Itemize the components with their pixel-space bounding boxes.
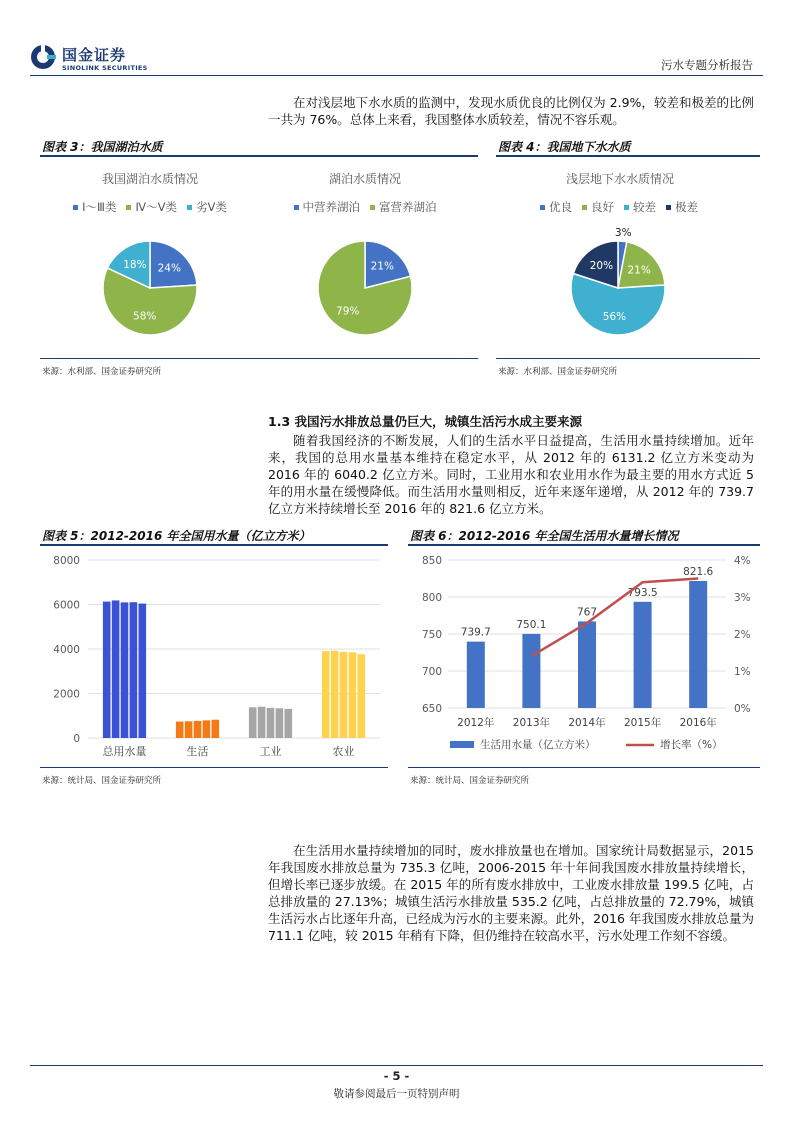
legend-item xyxy=(73,199,116,215)
bar xyxy=(139,604,147,738)
figure5-source: 来源：统计局、国金证券研究所 xyxy=(42,776,162,786)
figure5-title: 图表 5：2012-2016 年全国用水量（亿立方米） xyxy=(42,529,311,543)
pie-slice-label: 21% xyxy=(370,260,394,273)
logo-icon xyxy=(30,44,56,70)
legend-item xyxy=(126,199,176,215)
pie2-title: 湖泊水质情况 xyxy=(328,172,401,186)
y-tick-label-left: 700 xyxy=(421,666,442,678)
y-tick-label-left: 850 xyxy=(421,555,442,567)
bar-value-label: 750.1 xyxy=(516,618,547,631)
x-tick-label: 生活 xyxy=(186,745,209,758)
y-tick-label-left: 750 xyxy=(421,629,442,641)
figure5-top-rule xyxy=(40,544,388,546)
y-tick-label: 8000 xyxy=(53,555,80,567)
y-tick-label-right: 1% xyxy=(734,666,751,678)
y-tick-label-right: 2% xyxy=(734,629,751,641)
bar xyxy=(112,600,120,738)
report-title: 污水专题分析报告 xyxy=(661,58,753,72)
bar xyxy=(634,602,652,708)
pie-slice-label: 56% xyxy=(602,310,627,323)
pie3-title: 浅层地下水水质情况 xyxy=(565,172,674,186)
bar-value-label: 739.7 xyxy=(460,626,491,639)
legend-label: 劣Ⅴ类 xyxy=(195,200,227,214)
figure4-top-rule xyxy=(496,155,760,157)
legend-item xyxy=(582,199,614,215)
figure4-bottom-rule xyxy=(496,358,760,359)
closing-paragraph xyxy=(268,842,754,944)
legend-item xyxy=(187,199,227,215)
legend-label-line: 增长率（%） xyxy=(660,739,723,751)
figure5-chart xyxy=(40,548,388,764)
bar xyxy=(358,654,366,738)
footer-disclaimer: 敬请参阅最后一页特别声明 xyxy=(333,1088,460,1100)
figure4-source: 来源：水利部、国金证券研究所 xyxy=(498,367,618,377)
figure6-bottom-rule xyxy=(408,767,760,768)
bar xyxy=(203,720,211,738)
logo-subtext: SINOLINK SECURITIES xyxy=(62,64,148,72)
pie1-chart xyxy=(100,238,200,338)
intro-paragraph xyxy=(268,94,754,128)
legend-label: 优良 xyxy=(549,200,572,214)
bar xyxy=(322,651,330,738)
y-tick-label-right: 4% xyxy=(734,555,751,567)
pie1-legend xyxy=(40,199,260,215)
figure6-source: 来源：统计局、国金证券研究所 xyxy=(410,776,530,786)
legend-label: 较差 xyxy=(633,200,656,214)
page-number: - 5 - xyxy=(383,1069,410,1083)
bar xyxy=(340,652,348,738)
bar-value-label: 793.5 xyxy=(627,586,658,599)
legend-item xyxy=(370,199,437,215)
bar xyxy=(276,708,284,738)
pie3-legend xyxy=(496,199,742,215)
figure3-top-rule xyxy=(40,155,478,157)
bar xyxy=(331,651,339,738)
pie2-legend xyxy=(262,199,468,215)
section-heading: 1.3 我国污水排放总量仍巨大，城镇生活污水成主要来源 xyxy=(268,414,582,429)
closing-text: 在生活用水量持续增加的同时，废水排放量也在增加。国家统计局数据显示，2015 年我国废水排放总量为 735.3 亿吨，2006-2015 年十年间我国废水排放量持续增长，但增长率已逐步放缓。在 2015 年的所有废水排放中，工业废水排放量 199.5 亿吨，占总排放量的 27.13%；城镇生活污水排放量 535.2 亿吨，占总排放量的 72.79%，城镇生活污水占比逐年升高，已经成为污水的主要来源。此外，2016 年我国废水排放总量为 711.1 亿吨，较 2015 年稍有下降，但仍维持在较高水平，污水处理工作刻不容缓。 xyxy=(268,843,754,943)
x-tick-label: 2013年 xyxy=(512,717,551,729)
y-tick-label: 4000 xyxy=(53,644,80,656)
legend-label: 中营养湖泊 xyxy=(302,200,360,214)
bar xyxy=(103,602,111,738)
section-text: 随着我国经济的不断发展，人们的生活水平日益提高，生活用水量持续增加。近年来，我国的总用水量基本维持在稳定水平，从 2012 年的 6131.2 亿立方米变动为 2016 年的 6040.2 亿立方米。同时，工业用水和农业用水作为最主要的用水方式近 5 年的用水量在缓慢降低。而生活用水量则相反，近年来逐年递增，从 2012 年的 739.7 亿立方米持续增长至 2016 年的 821.6 亿立方米。 xyxy=(268,433,754,516)
legend-item xyxy=(624,199,656,215)
section-paragraph xyxy=(268,432,754,517)
pie3-chart xyxy=(568,222,668,338)
figure6-title: 图表 6：2012-2016 年全国生活用水量增长情况 xyxy=(410,529,679,543)
legend-label: Ⅰ～Ⅲ类 xyxy=(82,200,117,214)
pie-slice-label: 58% xyxy=(133,310,157,323)
y-tick-label-left: 800 xyxy=(421,592,442,604)
legend-label: 良好 xyxy=(591,200,614,214)
pie-slice-label: 18% xyxy=(123,259,147,272)
bar xyxy=(194,721,202,738)
bar xyxy=(467,642,485,708)
y-tick-label: 6000 xyxy=(53,599,80,612)
bar xyxy=(285,709,293,738)
bar xyxy=(578,621,596,708)
growth-rate-line xyxy=(531,579,698,657)
x-tick-label: 2014年 xyxy=(568,717,606,729)
pie-slice-label: 3% xyxy=(614,227,632,240)
legend-swatch-bars xyxy=(450,741,474,748)
pie2-chart xyxy=(315,238,415,338)
legend-label: Ⅳ～Ⅴ类 xyxy=(135,200,177,214)
figure3-source: 来源：水利部、国金证券研究所 xyxy=(42,367,162,377)
figure6-chart xyxy=(408,548,760,764)
x-tick-label: 2015年 xyxy=(623,717,662,729)
figure6-top-rule xyxy=(408,544,760,546)
bar xyxy=(258,707,266,738)
legend-item xyxy=(294,199,361,215)
bar xyxy=(121,602,129,738)
pie-slice-label: 21% xyxy=(627,264,651,277)
bar xyxy=(130,602,138,738)
footer-divider xyxy=(30,1065,763,1066)
bar xyxy=(267,708,275,738)
figure4-title: 图表 4：我国地下水水质 xyxy=(498,140,631,154)
pie-slice-label: 20% xyxy=(589,260,614,273)
x-tick-label: 2012年 xyxy=(457,717,495,729)
header-divider xyxy=(30,75,763,76)
bar xyxy=(522,634,540,708)
x-tick-label: 工业 xyxy=(259,745,282,758)
figure5-bottom-rule xyxy=(40,767,388,768)
legend-item xyxy=(666,199,698,215)
figure3-title: 图表 3：我国湖泊水质 xyxy=(42,140,163,154)
bar xyxy=(185,721,193,738)
pie-slice-label: 79% xyxy=(336,305,360,318)
intro-text: 在对浅层地下水水质的监测中，发现水质优良的比例仅为 2.9%，较差和极差的比例一共为 76%。总体上来看，我国整体水质较差，情况不容乐观。 xyxy=(268,95,754,127)
y-tick-label-left: 650 xyxy=(421,703,442,715)
y-tick-label: 2000 xyxy=(53,688,80,701)
y-tick-label-right: 3% xyxy=(734,592,751,604)
pie1-title: 我国湖泊水质情况 xyxy=(101,172,198,186)
logo-text: 国金证券 xyxy=(62,46,127,64)
bar xyxy=(349,652,357,738)
bar xyxy=(249,707,257,738)
legend-label: 富营养湖泊 xyxy=(379,200,437,214)
bar xyxy=(212,720,220,738)
y-tick-label: 0 xyxy=(73,733,80,745)
bar-value-label: 767 xyxy=(576,606,598,619)
legend-label-bars: 生活用水量（亿立方米） xyxy=(480,739,596,751)
legend-label: 极差 xyxy=(675,200,698,214)
x-tick-label: 2016年 xyxy=(679,717,717,729)
bar xyxy=(689,581,707,708)
pie-slice-label: 24% xyxy=(157,262,181,275)
x-tick-label: 农业 xyxy=(332,745,355,758)
x-tick-label: 总用水量 xyxy=(102,745,147,758)
bar xyxy=(176,722,184,738)
bar-value-label: 821.6 xyxy=(683,566,714,579)
y-tick-label-right: 0% xyxy=(734,703,751,715)
legend-item xyxy=(540,199,572,215)
figure3-bottom-rule xyxy=(40,358,478,359)
